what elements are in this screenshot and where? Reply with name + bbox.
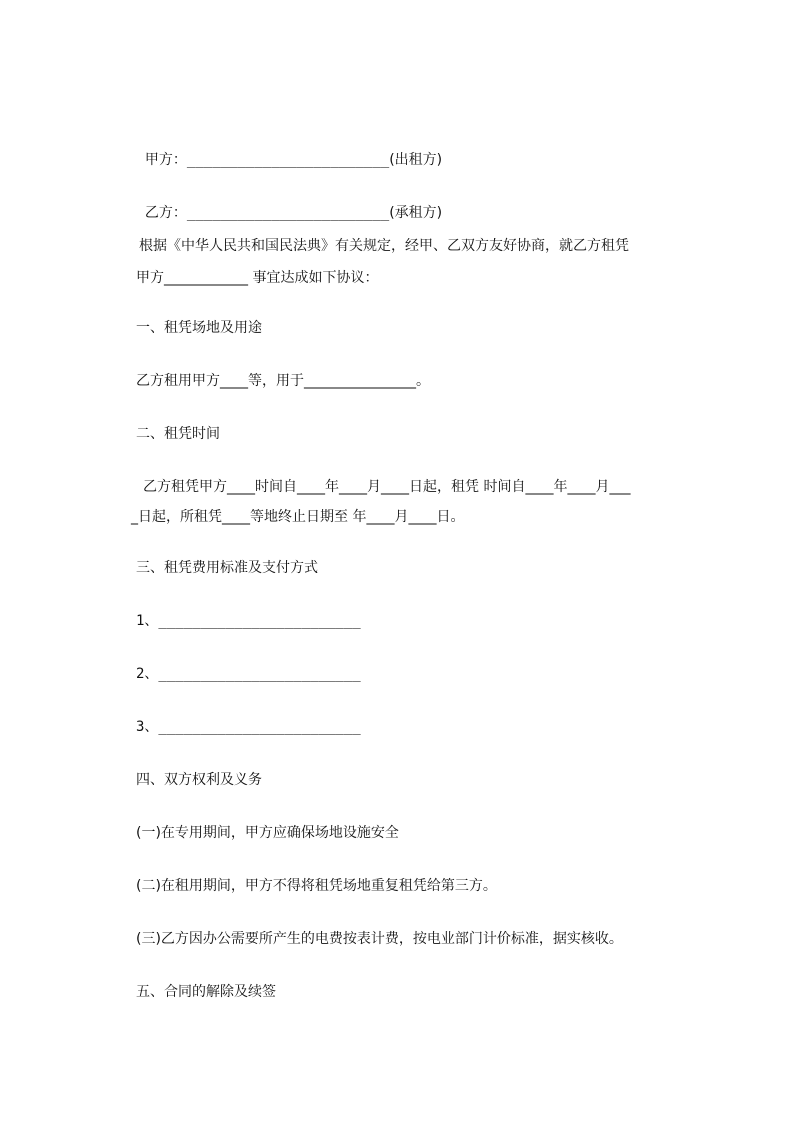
section-4-heading: 四、双方权利及义务 [136, 772, 262, 788]
preamble-line-1: 根据《中华人民共和国民法典》有关规定，经甲、乙双方友好协商，就乙方租凭 [139, 238, 629, 254]
section-2-line-2: _日起，所租凭____等地终止日期至 年____月____日。 [131, 509, 465, 525]
section-4-item-3: (三)乙方因办公需要所产生的电费按表计费，按电业部门计价标准，据实核收。 [136, 931, 623, 947]
section-3-item-2: 2、________________________ [136, 666, 361, 682]
section-2-line-1: 乙方租凭甲方____时间自____年____月____日起，租凭 时间自____年____月___ [143, 479, 631, 495]
section-3-heading: 三、租凭费用标准及支付方式 [136, 560, 318, 576]
party-a-blank: ________________________ [186, 152, 390, 168]
preamble-line-2: 甲方____________ 事宜达成如下协议： [136, 270, 379, 286]
party-b-line [136, 183, 442, 223]
party-a-label: 甲方： [144, 152, 187, 168]
section-1-heading: 一、租凭场地及用途 [136, 320, 262, 336]
section-1-body: 乙方租用甲方____等，用于________________。 [136, 373, 430, 389]
party-b-label: 乙方： [144, 205, 187, 221]
party-b-blank: ________________________ [186, 205, 390, 221]
section-2-heading: 二、租凭时间 [136, 426, 220, 442]
party-a-line [136, 130, 442, 170]
section-5-heading: 五、合同的解除及续签 [136, 984, 276, 1000]
section-3-item-1: 1、________________________ [136, 613, 361, 629]
party-b-role: (承租方) [389, 205, 443, 221]
section-4-item-1: (一)在专用期间，甲方应确保场地设施安全 [136, 825, 399, 841]
party-a-role: (出租方) [389, 152, 443, 168]
section-4-item-2: (二)在租用期间，甲方不得将租凭场地重复租凭给第三方。 [136, 878, 497, 894]
section-3-item-3: 3、________________________ [136, 719, 361, 735]
